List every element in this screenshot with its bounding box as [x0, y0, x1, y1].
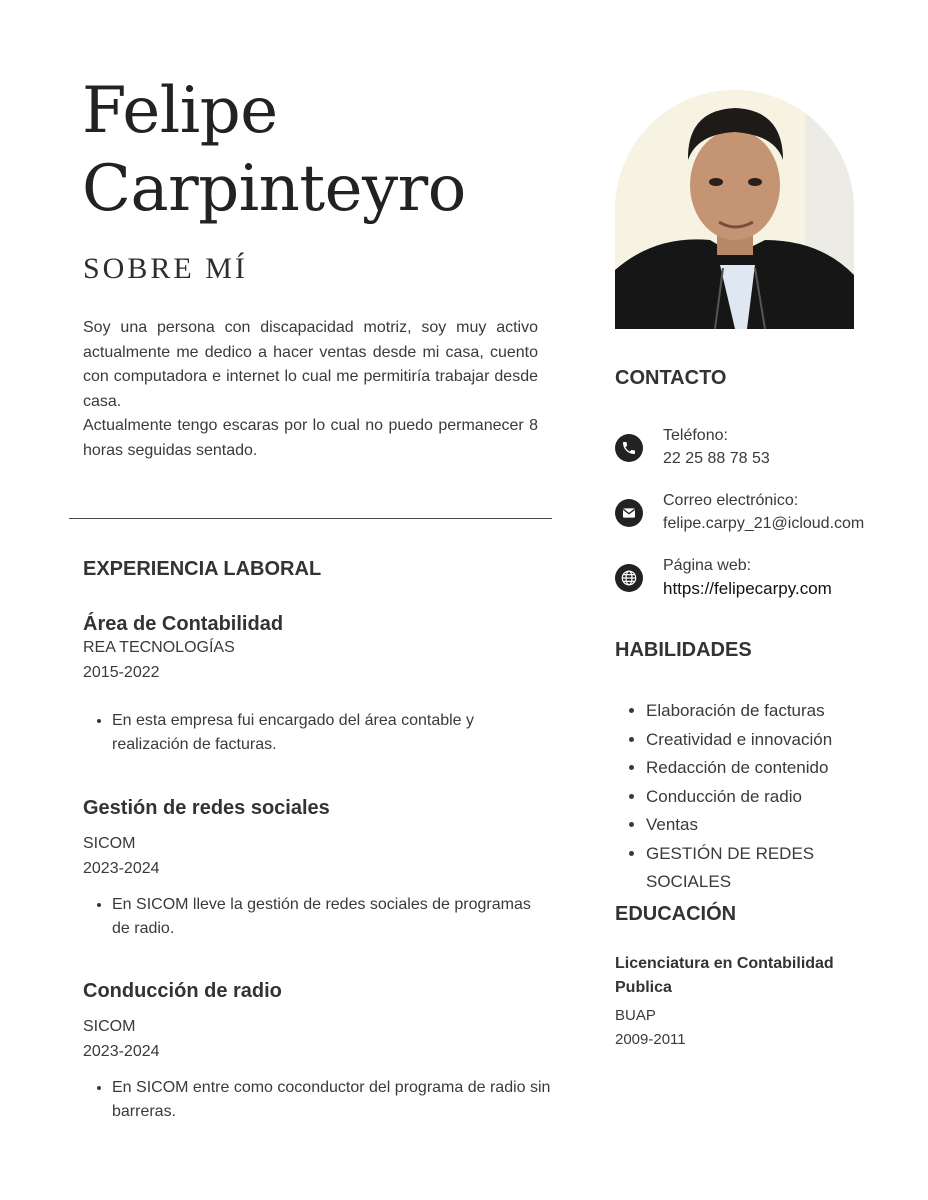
email-value[interactable]: felipe.carpy_21@icloud.com [663, 515, 865, 532]
job-entry [83, 797, 553, 940]
contact-phone [663, 425, 770, 471]
job-bullet: • En esta empresa fui encargado del área contable y realización de facturas. [112, 709, 553, 756]
about-text [83, 316, 538, 463]
last-name: Carpinteyro [82, 152, 466, 226]
education-entry [615, 952, 865, 1052]
job-bullets [83, 893, 553, 940]
job-role: Conducción de radio [83, 980, 282, 1002]
web-label: Página web: [663, 557, 752, 574]
job-company: SICOM [83, 1018, 136, 1035]
email-label: Correo electrónico: [663, 492, 799, 509]
skill-item: • Conducción de radio [646, 783, 885, 812]
portrait-illustration [615, 90, 854, 329]
job-role: Área de Contabilidad [83, 613, 284, 635]
job-company: REA TECNOLOGÍAS [83, 639, 235, 656]
job-years: 2015-2022 [83, 663, 160, 681]
phone-value: 22 25 88 78 53 [663, 450, 770, 467]
contact-web [663, 555, 832, 601]
education-years: 2009-2011 [615, 1031, 686, 1048]
full-name [82, 72, 466, 228]
contact-title: CONTACTO [615, 367, 727, 389]
web-link[interactable]: https://felipecarpy.com [663, 579, 832, 598]
phone-icon [615, 434, 643, 462]
job-bullets [83, 709, 553, 756]
skills-title: HABILIDADES [615, 639, 752, 661]
contact-email [663, 490, 864, 536]
education-degree: Licenciatura en Contabilidad Publica [615, 955, 834, 996]
skills-list [615, 697, 885, 897]
job-years: 2023-2024 [83, 859, 160, 877]
job-bullet: • En SICOM lleve la gestión de redes sociales de programas de radio. [112, 893, 553, 940]
skill-item: • Ventas [646, 811, 885, 840]
skill-item: • Creatividad e innovación [646, 726, 885, 755]
section-divider [69, 518, 552, 519]
job-bullet: • En SICOM entre como coconductor del programa de radio sin barreras. [112, 1076, 553, 1123]
job-role: Gestión de redes sociales [83, 797, 330, 819]
job-entry [83, 613, 553, 756]
skill-item: • Elaboración de facturas [646, 697, 885, 726]
job-entry [83, 980, 553, 1123]
job-company: SICOM [83, 835, 136, 852]
phone-label: Teléfono: [663, 427, 728, 444]
education-school: BUAP [615, 1007, 656, 1024]
about-title: SOBRE MÍ [83, 252, 248, 285]
skill-item: • Redacción de contenido [646, 754, 885, 783]
experience-title: EXPERIENCIA LABORAL [83, 558, 322, 580]
profile-photo [615, 90, 854, 329]
first-name: Felipe [82, 74, 278, 148]
skill-item: • GESTIÓN DE REDES SOCIALES [646, 840, 816, 897]
skills-list-container [615, 697, 885, 897]
education-title: EDUCACIÓN [615, 903, 737, 925]
about-paragraph: Soy una persona con discapacidad motriz, soy muy activo actualmente me dedico a hacer ventas desde mi casa, cuento con computadora e internet lo cual me permitiría trabajar desde casa. [83, 319, 538, 410]
globe-icon [615, 564, 643, 592]
email-icon [615, 499, 643, 527]
about-paragraph: Actualmente tengo escaras por lo cual no puedo permanecer 8 horas seguidas sentado. [83, 417, 538, 459]
job-years: 2023-2024 [83, 1042, 160, 1060]
job-bullets [83, 1076, 553, 1123]
